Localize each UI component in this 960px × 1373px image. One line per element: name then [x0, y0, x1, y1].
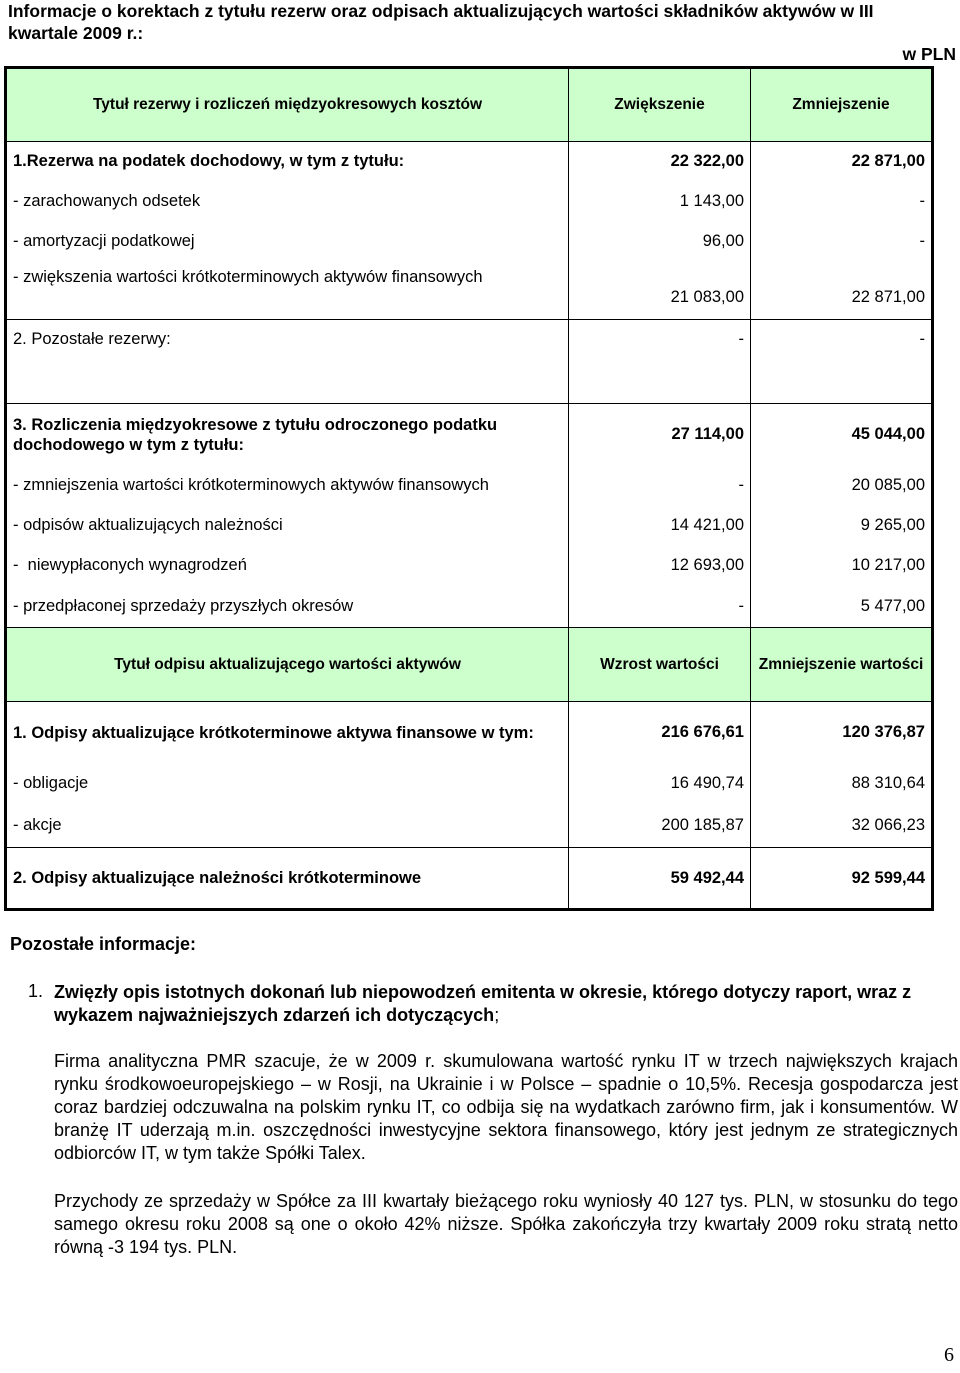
table-row	[6, 506, 933, 546]
reserves-header-title: Tytuł rezerwy i rozliczeń międzyokresowych kosztów	[6, 68, 569, 142]
reserves-section-2-row	[6, 320, 933, 404]
row-label: - przedpłaconej sprzedaży przyszłych okresów	[6, 586, 569, 628]
reserves-section-2-increase: -	[569, 320, 751, 404]
item-title-suffix: ;	[494, 1005, 500, 1025]
reserves-section-1-increase: 22 322,00	[569, 142, 751, 182]
row-label: - odpisów aktualizujących należności	[6, 506, 569, 546]
table-row	[6, 764, 933, 804]
row-decrease: 5 477,00	[751, 586, 933, 628]
paragraph-2: Przychody ze sprzedaży w Spółce za III kwartały bieżącego roku wyniosły 40 127 tys. PLN, w stosunku do tego samego okresu roku 2008 są one o około 42% niższe. Spółka zakończyła trzy kwartały 2009 roku stratą netto równą -3 194 tys. PLN.	[54, 1191, 958, 1257]
writeoff-section-1-label: 1. Odpisy aktualizujące krótkoterminowe aktywa finansowe w tym:	[6, 702, 569, 764]
row-label: - zmniejszenia wartości krótkoterminowych aktywów finansowych	[6, 466, 569, 506]
row-decrease: -	[751, 222, 933, 262]
table-row	[6, 222, 933, 262]
reserves-section-1-decrease: 22 871,00	[751, 142, 933, 182]
reserves-section-1-label: 1.Rezerwa na podatek dochodowy, w tym z tytułu:	[6, 142, 569, 182]
row-label: - obligacje	[6, 764, 569, 804]
table-row	[6, 586, 933, 628]
table-row	[6, 262, 933, 320]
page-title: Informacje o korektach z tytułu rezerw oraz odpisach aktualizujących wartości składników aktywów w III kwartale 2009 r.:	[8, 1, 874, 43]
row-increase: -	[569, 466, 751, 506]
writeoff-header-title: Tytuł odpisu aktualizującego wartości aktywów	[6, 628, 569, 702]
row-increase: -	[569, 586, 751, 628]
writeoff-header-row	[6, 628, 933, 702]
reserves-section-3-decrease: 45 044,00	[751, 404, 933, 466]
writeoff-header-increase: Wzrost wartości	[569, 628, 751, 702]
item-number: 1.	[28, 981, 44, 1001]
row-label: - zarachowanych odsetek	[6, 182, 569, 222]
row-increase: 16 490,74	[569, 764, 751, 804]
reserves-header-increase: Zwiększenie	[569, 68, 751, 142]
writeoff-section-1-row	[6, 702, 933, 764]
row-increase: 1 143,00	[569, 182, 751, 222]
writeoff-section-1-decrease: 120 376,87	[751, 702, 933, 764]
currency-label: w PLN	[902, 44, 956, 64]
reserves-section-3-label: 3. Rozliczenia międzyokresowe z tytułu odroczonego podatku dochodowego w tym z tytułu:	[6, 404, 569, 466]
writeoff-section-2-increase: 59 492,44	[569, 848, 751, 910]
reserves-section-1-row	[6, 142, 933, 182]
paragraph-1: Firma analityczna PMR szacuje, że w 2009 r. skumulowana wartość rynku IT w trzech największych krajach rynku środkowoeuropejskiego – w Rosji, na Ukrainie i w Polsce – spadnie o 10,5%. Recesja gospodarcza jest coraz bardziej odczuwalna na polskim rynku IT, co odbija się na wydatkach zarówno firm, jak i konsumentów. W branżę IT uderzają m.in. oszczędności inwestycyjne sektora finansowego, który jest jednym ze strategicznych odbiorców IT, w tym także Spółki Talex.	[54, 1051, 958, 1163]
writeoff-section-2-decrease: 92 599,44	[751, 848, 933, 910]
reserves-section-2-decrease: -	[751, 320, 933, 404]
reserves-section-3-row	[6, 404, 933, 466]
row-label: - zwiększenia wartości krótkoterminowych aktywów finansowych	[6, 262, 569, 320]
reserves-header-decrease: Zmniejszenie	[751, 68, 933, 142]
page-number: 6	[944, 1344, 954, 1366]
table-row	[6, 182, 933, 222]
writeoff-section-2-row	[6, 848, 933, 910]
reserves-section-3-increase: 27 114,00	[569, 404, 751, 466]
writeoff-section-1-increase: 216 676,61	[569, 702, 751, 764]
row-decrease: 32 066,23	[751, 804, 933, 848]
row-decrease: 20 085,00	[751, 466, 933, 506]
row-decrease: 10 217,00	[751, 546, 933, 586]
writeoff-section-2-label: 2. Odpisy aktualizujące należności krótkoterminowe	[6, 848, 569, 910]
other-info-heading: Pozostałe informacje:	[10, 934, 197, 954]
row-increase: 96,00	[569, 222, 751, 262]
row-label: - amortyzacji podatkowej	[6, 222, 569, 262]
reserves-table	[4, 66, 934, 911]
row-label: - niewypłaconych wynagrodzeń	[6, 546, 569, 586]
row-increase: 200 185,87	[569, 804, 751, 848]
table-row	[6, 466, 933, 506]
row-increase: 21 083,00	[569, 262, 751, 320]
row-decrease: 9 265,00	[751, 506, 933, 546]
row-decrease: 22 871,00	[751, 262, 933, 320]
writeoff-header-decrease: Zmniejszenie wartości	[751, 628, 933, 702]
row-decrease: -	[751, 182, 933, 222]
table-row	[6, 546, 933, 586]
table-row	[6, 804, 933, 848]
item-title: Zwięzły opis istotnych dokonań lub niepowodzeń emitenta w okresie, którego dotyczy raport, wraz z wykazem najważniejszych zdarzeń ich dotyczących	[54, 982, 912, 1025]
row-increase: 12 693,00	[569, 546, 751, 586]
item-title-block	[54, 981, 958, 1027]
reserves-header-row	[6, 68, 933, 142]
row-decrease: 88 310,64	[751, 764, 933, 804]
row-label: - akcje	[6, 804, 569, 848]
reserves-section-2-label: 2. Pozostałe rezerwy:	[6, 320, 569, 404]
row-increase: 14 421,00	[569, 506, 751, 546]
